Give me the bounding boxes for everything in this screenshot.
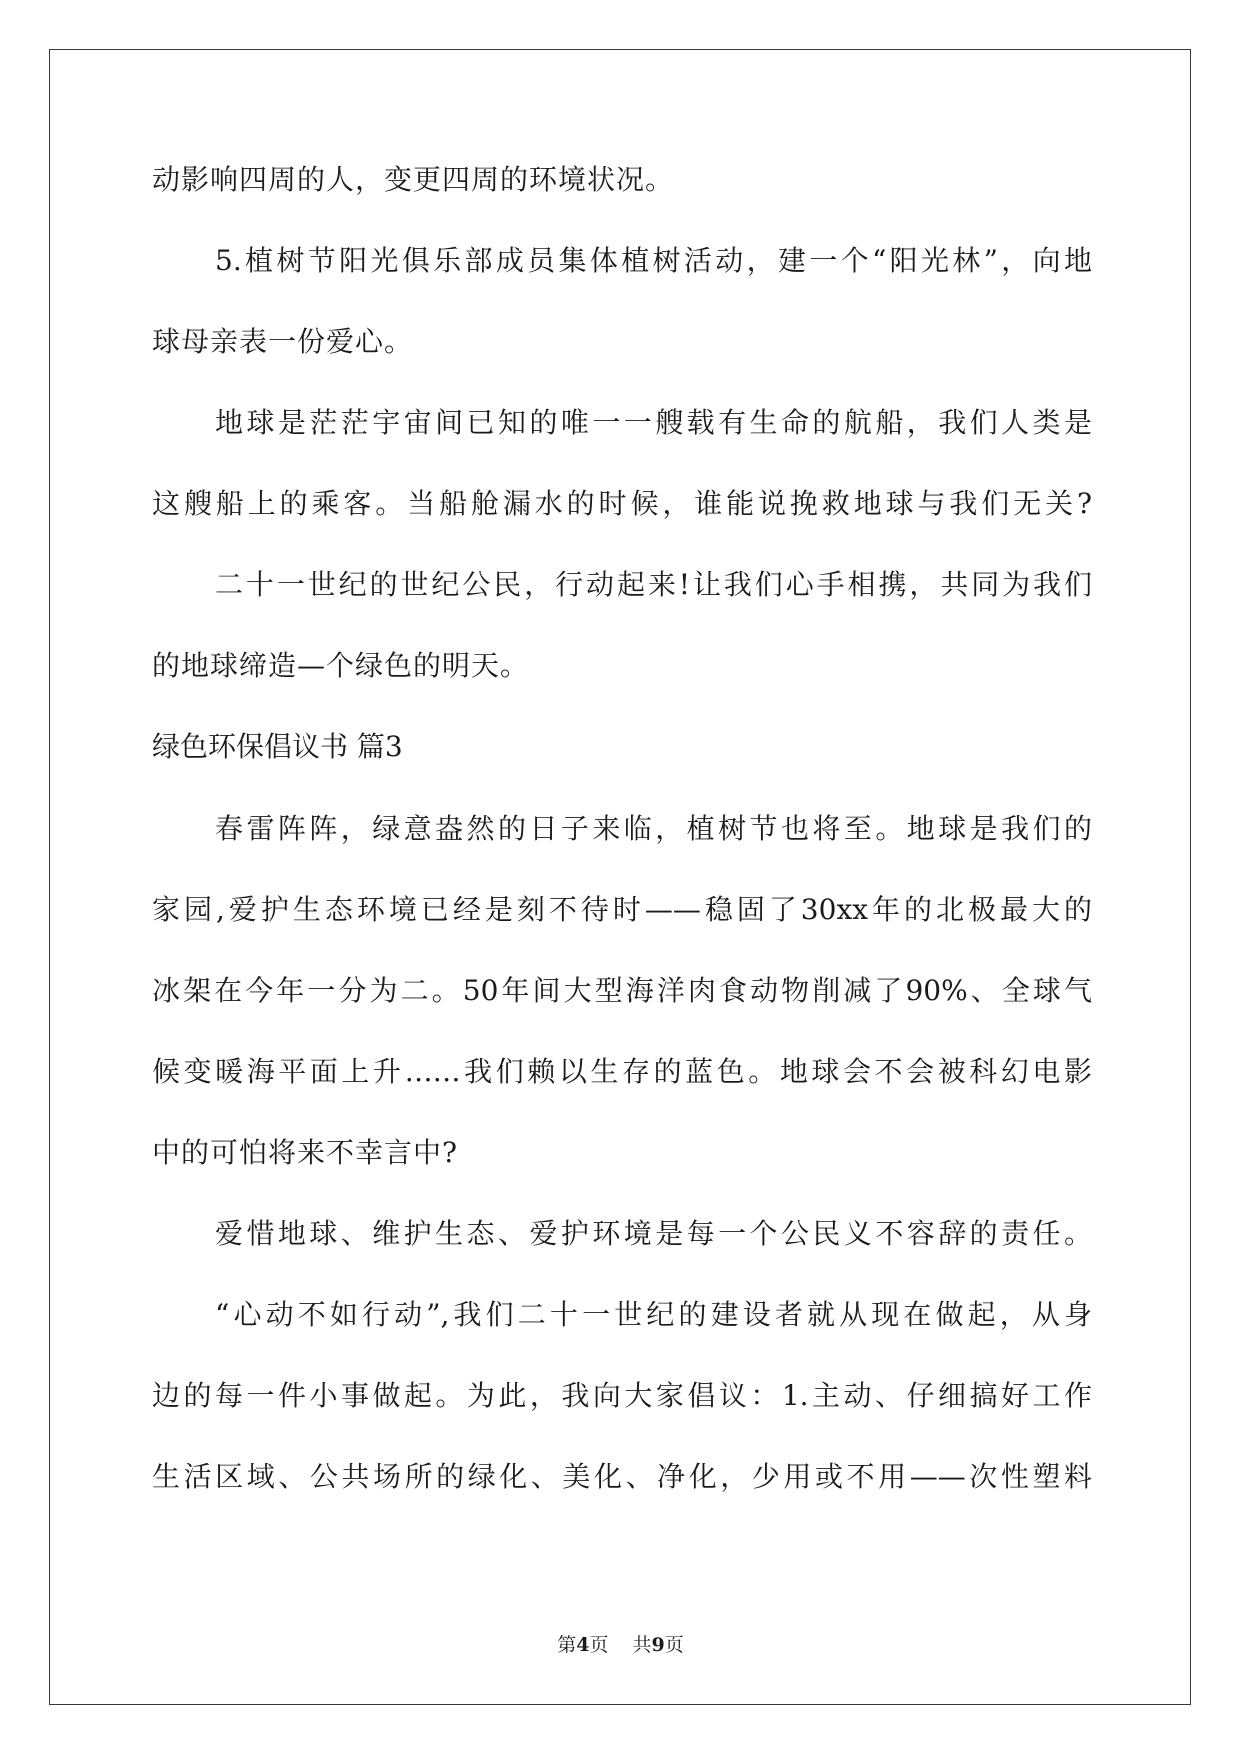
page-suffix: 页 — [589, 1634, 609, 1656]
text-line: 地球是茫茫宇宙间已知的唯一一艘载有生命的航船，我们人类是 — [215, 406, 1092, 439]
section-heading: 绿色环保倡议书 篇3 — [152, 730, 403, 763]
total-suffix: 页 — [664, 1634, 684, 1656]
text-line: 二十一世纪的世纪公民，行动起来!让我们心手相携，共同为我们 — [215, 568, 1092, 601]
text-line: 春雷阵阵，绿意盎然的日子来临，植树节也将至。地球是我们的 — [215, 812, 1092, 845]
page-footer — [0, 1633, 1241, 1657]
text-line: 5.植树节阳光俱乐部成员集体植树活动，建一个“阳光林”，向地 — [215, 244, 1092, 277]
text-line: 候变暖海平面上升……我们赖以生存的蓝色。地球会不会被科幻电影 — [152, 1055, 1092, 1088]
text-line: 家园,爱护生态环境已经是刻不待时——稳固了30xx年的北极最大的 — [152, 893, 1092, 926]
text-line: 动影响四周的人，变更四周的环境状况。 — [152, 163, 675, 196]
text-line: 生活区域、公共场所的绿化、美化、净化，少用或不用——次性塑料 — [152, 1460, 1092, 1493]
text-line: 中的可怕将来不幸言中? — [152, 1136, 459, 1169]
page-prefix: 第 — [557, 1634, 577, 1656]
total-prefix: 共 — [632, 1634, 652, 1656]
text-line: 边的每一件小事做起。为此，我向大家倡议：1.主动、仔细搞好工作 — [152, 1379, 1092, 1412]
total-pages: 9 — [651, 1634, 665, 1656]
text-line: “心动不如行动”,我们二十一世纪的建设者就从现在做起，从身 — [215, 1298, 1092, 1331]
page-number: 4 — [576, 1634, 590, 1656]
text-line: 的地球缔造—个绿色的明天。 — [152, 649, 530, 682]
text-line: 球母亲表一份爱心。 — [152, 325, 414, 358]
text-line: 冰架在今年一分为二。50年间大型海洋肉食动物削减了90%、全球气 — [152, 974, 1092, 1007]
text-line: 这艘船上的乘客。当船舱漏水的时候，谁能说挽救地球与我们无关? — [152, 487, 1092, 520]
document-body — [152, 160, 1092, 1538]
text-line: 爱惜地球、维护生态、爱护环境是每一个公民义不容辞的责任。 — [215, 1217, 1092, 1250]
